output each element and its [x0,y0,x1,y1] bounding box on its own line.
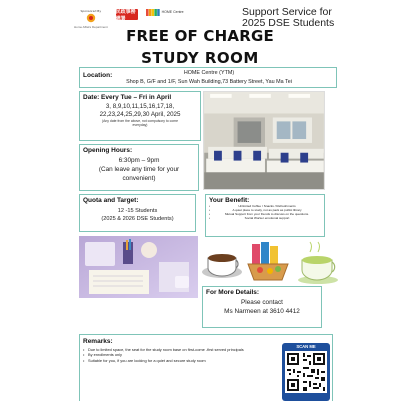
title-line-2: STUDY ROOM [141,49,259,67]
benefit-heading: Your Benefit: [209,197,250,204]
details-box [202,286,322,328]
quota-students: 12 -15 Students [117,208,158,214]
qr-label: SCAN ME [296,344,316,349]
date-heading: Date: Every Tue – Fri in April [83,94,172,101]
sponsor-label: Sponsored By [80,9,102,13]
quota-box [79,194,196,232]
benefit-item: • Social Worker emotional support [209,217,321,221]
date-box [79,91,201,141]
title-line-1: FREE OF CHARGE [126,27,274,45]
details-contact: Please contact [241,299,283,306]
hab-emblem-icon [84,13,98,24]
benefit-item: • Mutual Support from your friends to discuss on the questions. [209,213,321,217]
details-phone[interactable]: Ms Narmeen at 3610 4412 [224,308,300,315]
hours-note-2: convenient) [122,175,156,182]
support-heading [242,7,334,29]
details-heading: For More Details: [206,289,260,296]
red-logo [116,9,138,20]
date-days-1: 3, 8,9,10,11,15,16,17,18, [105,103,175,110]
support-line-2: 2025 DSE Students [242,17,335,29]
quota-target: (2025 & 2026 DSE Students) [101,216,174,222]
remark-item: • Due to limited space, the seat for the study room base on first-come -first served principals [83,347,283,352]
qr-code-panel[interactable] [282,343,330,401]
location-centre: HOME Centre (YTM) [183,70,235,76]
location-address: Shop B, G/F and 1/F, Sun Wah Building,73 Battery Street, Yau Ma Tei [126,79,292,85]
date-note-2: everyday) [132,123,148,127]
location-box [79,67,337,88]
remark-item: • By enrollments only [83,352,283,357]
red-logo-text: 民政事務總署 [115,8,136,22]
location-heading: Location: [83,72,113,79]
sponsor-logos [74,9,184,29]
hours-note-1: (Can leave any time for your [98,166,180,173]
benefit-item: • Unlimited Coffee / Snacks / Refreshments [209,205,321,209]
benefit-list [209,205,321,221]
quota-heading: Quota and Target: [83,197,139,204]
home-rainbow-icon [146,9,160,16]
hab-label: Home Affairs Department [74,25,108,29]
date-days-2: 22,23,24,25,29,30 April, 2025 [99,111,181,118]
remarks-list [83,347,283,363]
study-room-photo [203,91,325,190]
benefit-item: • A quiet place to study, not as pack as public library [209,209,321,213]
support-line-1: Support Service for [242,6,332,18]
hab-logo [74,9,108,29]
home-centre-text: HOME Centre [161,9,184,14]
date-note-1: (Any date from the above, not compulsory to come [102,119,178,123]
remark-item: • Suitable for you, if you are looking for a quiet and secure study room [83,358,283,363]
study-desk-photo [79,236,198,298]
hours-time: 6:30pm – 9pm [118,157,160,164]
refreshments-illustration [200,238,340,288]
hours-heading: Opening Hours: [83,147,133,154]
hours-box [79,144,199,191]
qr-code-icon[interactable] [285,351,327,393]
home-centre-logo [146,9,184,16]
remarks-heading: Remarks: [83,338,113,345]
benefit-box [205,194,325,237]
